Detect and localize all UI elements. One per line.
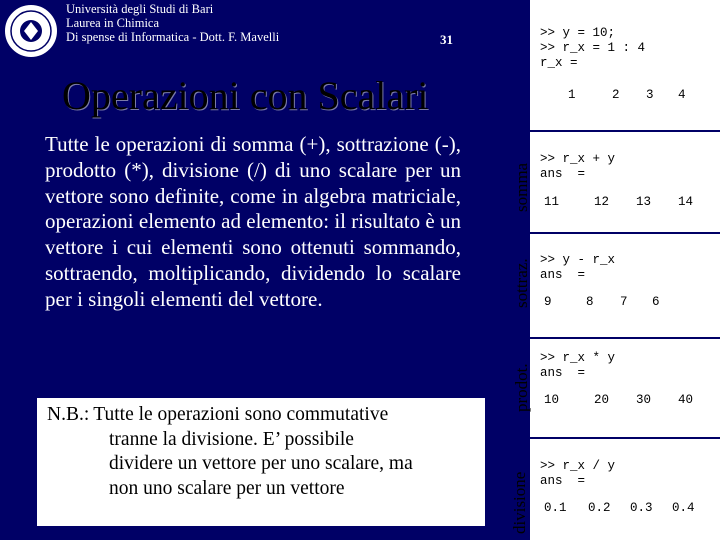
sottraz-values	[540, 295, 720, 311]
note-line-1: Tutte le operazioni sono commutative	[93, 404, 389, 425]
slide-number: 31	[440, 32, 453, 47]
divisione-values	[540, 501, 720, 517]
init-value: 3	[646, 88, 654, 102]
note-line-4: non uno scalare per un vettore	[109, 477, 345, 499]
divider-1	[530, 130, 720, 132]
prodot-value: 10	[544, 393, 560, 407]
note-label: N.B.:	[47, 404, 90, 425]
divisione-code: >> r_x / y ans =	[540, 459, 616, 488]
university-seal-icon	[2, 2, 60, 60]
prodot-values	[540, 393, 720, 409]
init-values	[540, 88, 720, 104]
prodot-value: 20	[594, 393, 610, 407]
note-line-2: tranne la divisione. E’ possibile	[109, 428, 354, 450]
divider-3	[530, 337, 720, 339]
init-value: 4	[678, 88, 686, 102]
header-notes: Di spense di Informatica - Dott. F. Mavelli	[66, 30, 280, 44]
divider-2	[530, 232, 720, 234]
divisione-value: 0.2	[588, 501, 611, 515]
divisione-value: 0.4	[672, 501, 695, 515]
sottraz-value: 9	[544, 295, 552, 309]
label-prodot: prodot.	[512, 363, 531, 412]
divisione-value: 0.1	[544, 501, 567, 515]
body-text: Tutte le operazioni di somma (+), sottrazione (-), prodotto (*), divisione (/) di uno scalare per un vettore sono definite, come in algebra matriciale, operazioni elemento ad elemento: il risultato è un vettore i cui elementi sono ottenuti sommando, sottraendo, moltiplicando, dividendo lo scalare per i singoli elementi del vettore.	[45, 132, 461, 311]
header-course: Laurea in Chimica	[66, 16, 160, 30]
somma-value: 14	[678, 195, 694, 209]
prodot-code: >> r_x * y ans =	[540, 351, 616, 380]
label-somma: somma	[512, 162, 531, 212]
divider-4	[530, 437, 720, 439]
label-divisione: divisione	[510, 471, 529, 534]
header-university: Università degli Studi di Bari	[66, 2, 214, 16]
prodot-value: 40	[678, 393, 694, 407]
somma-code: >> r_x + y ans =	[540, 152, 616, 181]
note-box	[37, 398, 485, 526]
somma-value: 13	[636, 195, 652, 209]
init-value: 1	[568, 88, 576, 102]
note-line-3: dividere un vettore per uno scalare, ma	[109, 453, 413, 474]
sottraz-code: >> y - r_x ans =	[540, 253, 616, 282]
divisione-value: 0.3	[630, 501, 653, 515]
somma-value: 11	[544, 195, 560, 209]
init-value: 2	[612, 88, 620, 102]
init-code: >> y = 10; >> r_x = 1 : 4 r_x =	[540, 26, 646, 70]
label-sottraz: sottraz.	[512, 258, 531, 308]
somma-values	[540, 195, 720, 211]
prodot-value: 30	[636, 393, 652, 407]
sottraz-value: 8	[586, 295, 594, 309]
sottraz-value: 7	[620, 295, 628, 309]
header-info	[66, 2, 279, 44]
sottraz-value: 6	[652, 295, 660, 309]
slide-title: Operazioni con Scalari	[62, 73, 429, 118]
somma-value: 12	[594, 195, 610, 209]
